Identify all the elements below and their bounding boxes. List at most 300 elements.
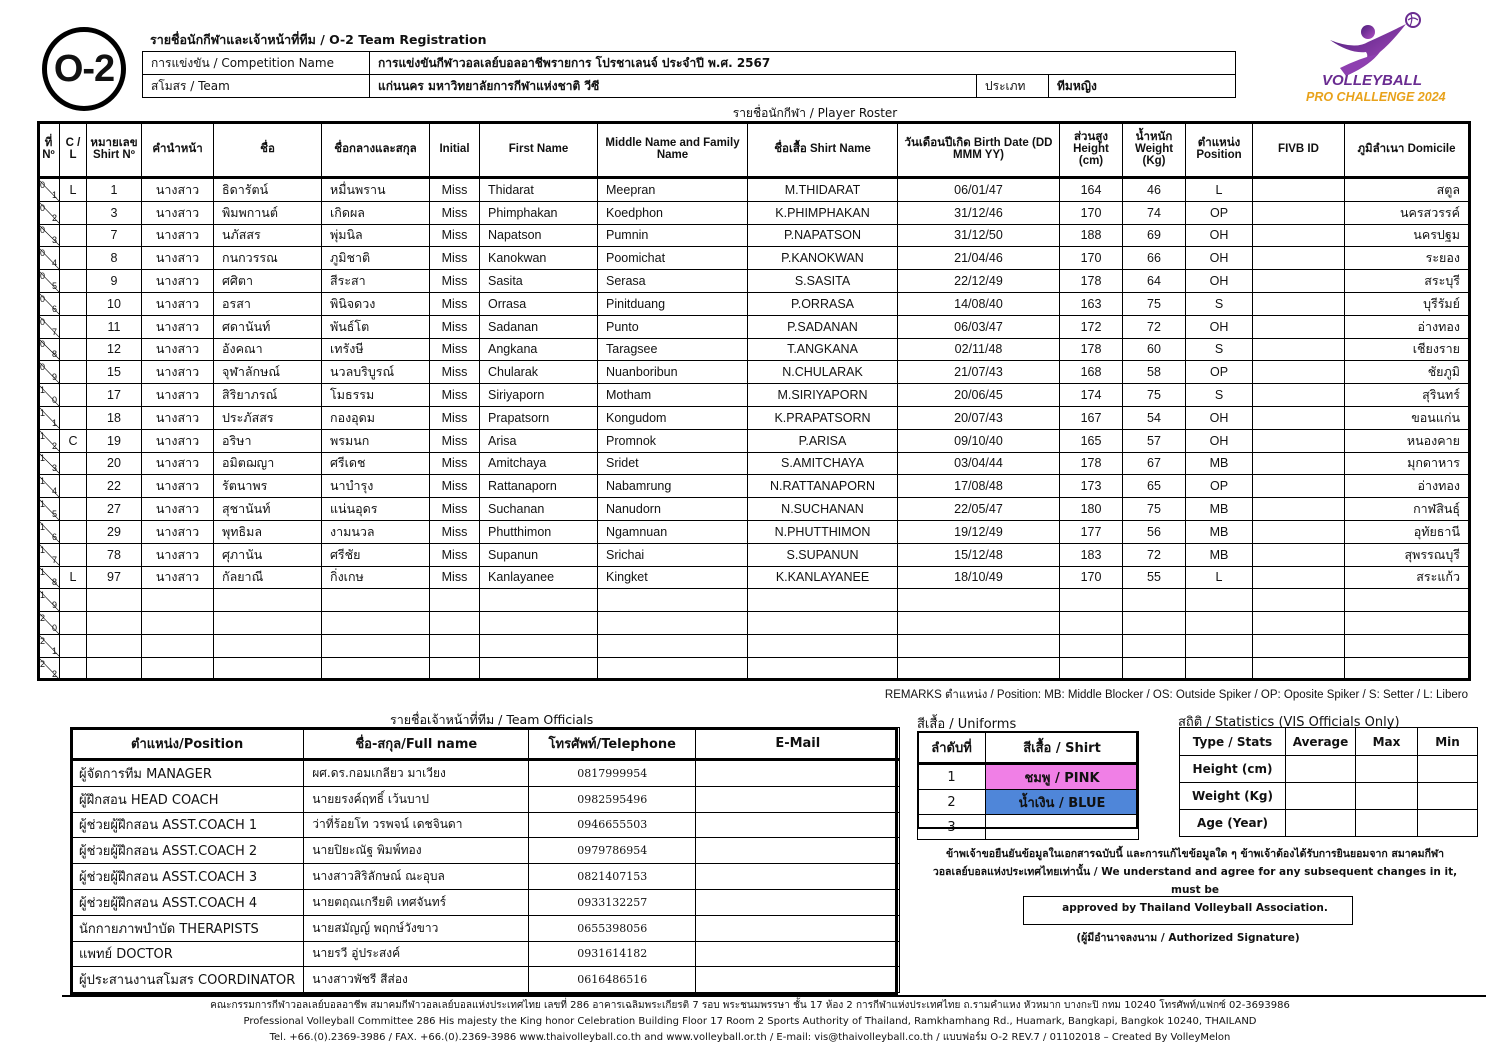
logo-text-line1: VOLLEYBALL [1322, 72, 1422, 89]
first-name-cell: Prapatsorn [480, 406, 598, 429]
row-number-tens: 2 [40, 658, 46, 669]
height-cell [1060, 657, 1123, 680]
shirt-number-cell: 12 [87, 338, 142, 361]
initial-cell [430, 589, 480, 612]
position-cell [1186, 589, 1253, 612]
weight-cell: 72 [1123, 315, 1186, 338]
official-name-cell: นางสาวสิริลักษณ์ ณะอุบล [304, 864, 529, 890]
birth-date-cell [898, 657, 1060, 680]
title-cell: นางสาว [142, 178, 214, 202]
footer-divider [62, 995, 1486, 997]
signature-box[interactable] [1023, 896, 1353, 925]
height-cell: 177 [1060, 520, 1123, 543]
family-name-cell: Pinitduang [598, 292, 748, 315]
captain-libero-cell [60, 452, 87, 475]
uniforms-caption: สีเสื้อ / Uniforms [917, 717, 1017, 732]
family-name-cell: Koedphon [598, 201, 748, 224]
surname-cell: กิ่งเกษ [322, 566, 430, 589]
official-email-cell [696, 838, 900, 864]
title-cell: นางสาว [142, 224, 214, 247]
first-name-cell: Rattanaporn [480, 475, 598, 498]
official-phone-cell: 0931614182 [529, 941, 696, 967]
row-number-tens: 0 [40, 362, 46, 373]
title-cell: นางสาว [142, 270, 214, 293]
captain-libero-cell [60, 475, 87, 498]
height-cell: 168 [1060, 361, 1123, 384]
birth-date-cell: 21/07/43 [898, 361, 1060, 384]
shirt-name-cell: N.SUCHANAN [748, 498, 898, 521]
official-row [71, 915, 900, 941]
fivb-id-cell [1253, 429, 1345, 452]
official-row [71, 786, 900, 812]
form-title: รายชื่อนักกีฬาและเจ้าหน้าที่ทีม / O-2 Team Registration [150, 32, 487, 47]
shirt-name-cell: P.KANOKWAN [748, 247, 898, 270]
initial-cell: Miss [430, 543, 480, 566]
fivb-id-cell [1253, 384, 1345, 407]
surname-cell: ภูมิชาติ [322, 247, 430, 270]
uniform-row [918, 815, 1139, 840]
captain-libero-cell [60, 315, 87, 338]
official-email-cell [696, 786, 900, 812]
family-name-cell: Punto [598, 315, 748, 338]
first-name-cell: Thidarat [480, 178, 598, 202]
position-cell: MB [1186, 452, 1253, 475]
row-number-units: 6 [51, 303, 57, 314]
position-cell: L [1186, 566, 1253, 589]
family-name-cell: Kingket [598, 566, 748, 589]
family-name-cell: Poomichat [598, 247, 748, 270]
first-name-cell: Phimphakan [480, 201, 598, 224]
uniform-order-cell: 1 [918, 764, 986, 790]
position-cell: OH [1186, 270, 1253, 293]
domicile-cell [1345, 589, 1469, 612]
shirt-name-cell: N.PHUTTHIMON [748, 520, 898, 543]
competition-value: การแข่งขันกีฬาวอลเลย์บอลอาชีพรายการ โปรชาเลนจ์ ประจำปี พ.ศ. 2567 [370, 52, 1236, 75]
surname-cell: งามนวล [322, 520, 430, 543]
surname-cell: กองอุดม [322, 406, 430, 429]
birth-date-cell: 31/12/50 [898, 224, 1060, 247]
row-number-tens: 1 [40, 544, 46, 555]
title-cell: นางสาว [142, 475, 214, 498]
fivb-id-cell [1253, 589, 1345, 612]
captain-libero-cell [60, 589, 87, 612]
row-number-units: 1 [51, 189, 57, 200]
family-name-cell: Nuanboribun [598, 361, 748, 384]
shirt-number-cell: 1 [87, 178, 142, 202]
name-cell: ศุภานัน [214, 543, 322, 566]
position-cell: OP [1186, 475, 1253, 498]
roster-row [38, 201, 1469, 224]
name-cell: นภัสสร [214, 224, 322, 247]
row-number [38, 475, 60, 498]
row-number-units: 4 [51, 258, 57, 269]
row-number-tens: 1 [40, 453, 46, 464]
fivb-id-cell [1253, 612, 1345, 635]
official-email-cell [696, 889, 900, 915]
initial-cell: Miss [430, 247, 480, 270]
family-name-cell: Nabamrung [598, 475, 748, 498]
fivb-id-cell [1253, 475, 1345, 498]
position-cell: OP [1186, 201, 1253, 224]
row-number [38, 657, 60, 680]
meta-table [142, 51, 1236, 98]
shirt-name-cell: P.ARISA [748, 429, 898, 452]
family-name-cell [598, 612, 748, 635]
row-number [38, 224, 60, 247]
col-birth-date: วันเดือนปีเกิด Birth Date (DD MMM YY) [898, 122, 1060, 178]
col-position: ตำแหน่ง Position [1186, 122, 1253, 178]
captain-libero-cell [60, 247, 87, 270]
uniforms-header-row [918, 732, 1139, 764]
row-number [38, 361, 60, 384]
stats-header-row [1180, 728, 1478, 756]
initial-cell: Miss [430, 224, 480, 247]
weight-cell: 64 [1123, 270, 1186, 293]
uniform-color-swatch: ชมพู / PINK [986, 764, 1139, 790]
birth-date-cell: 31/12/46 [898, 201, 1060, 224]
row-number-units: 2 [51, 440, 57, 451]
officials-col-name: ชื่อ-สกุล/Full name [304, 728, 529, 760]
height-cell: 174 [1060, 384, 1123, 407]
shirt-name-cell: N.RATTANAPORN [748, 475, 898, 498]
row-number [38, 292, 60, 315]
player-roster-table [37, 121, 1469, 681]
shirt-number-cell: 9 [87, 270, 142, 293]
roster-row [38, 292, 1469, 315]
title-cell [142, 589, 214, 612]
domicile-cell [1345, 612, 1469, 635]
first-name-cell [480, 634, 598, 657]
footer-line-contact: Tel. +66.(0).2369-3986 / FAX. +66.(0).2369-3986 www.thaivolleyball.co.th and www.volleyball.or.th / E-mail: vis@thaivolleyball.co.th / แบบฟอร์ม O-2 REV.7 / 01102018 – Created By VolleyMelon [269, 1032, 1231, 1043]
row-number [38, 384, 60, 407]
row-number [38, 566, 60, 589]
height-cell: 172 [1060, 315, 1123, 338]
official-position-cell: ผู้ประสานงานสโมสร COORDINATOR [71, 967, 304, 993]
col-height: ส่วนสูง Height (cm) [1060, 122, 1123, 178]
row-number-units: 1 [51, 417, 57, 428]
row-number [38, 201, 60, 224]
fivb-id-cell [1253, 247, 1345, 270]
stats-type-cell: Age (Year) [1180, 810, 1286, 837]
row-number-tens: 0 [40, 225, 46, 236]
weight-cell: 67 [1123, 452, 1186, 475]
shirt-name-cell: K.KANLAYANEE [748, 566, 898, 589]
height-cell [1060, 634, 1123, 657]
captain-libero-cell [60, 201, 87, 224]
row-number [38, 452, 60, 475]
row-number-tens: 1 [40, 476, 46, 487]
shirt-name-cell: S.SASITA [748, 270, 898, 293]
shirt-number-cell: 20 [87, 452, 142, 475]
domicile-cell: ระยอง [1345, 247, 1469, 270]
shirt-name-cell [748, 589, 898, 612]
competition-label: การแข่งขัน / Competition Name [143, 52, 370, 75]
fivb-id-cell [1253, 566, 1345, 589]
name-cell: ศดานันท์ [214, 315, 322, 338]
stats-col-type: Type / Stats [1180, 728, 1286, 756]
name-cell: พิมพกานต์ [214, 201, 322, 224]
officials-caption: รายชื่อเจ้าหน้าที่ทีม / Team Officials [390, 712, 594, 727]
surname-cell: เทรังษี [322, 338, 430, 361]
weight-cell: 60 [1123, 338, 1186, 361]
official-phone-cell: 0946655503 [529, 812, 696, 838]
name-cell: ธิดารัตน์ [214, 178, 322, 202]
footer-line-thai: คณะกรรมการกีฬาวอลเลย์บอลอาชีพ สมาคมกีฬาวอลเลย์บอลแห่งประเทศไทย เลขที่ 286 อาคารเฉลิมพระเกียรติ 7 รอบ พระชนมพรรษา ชั้น 17 ห้อง 2 การกีฬาแห่งประเทศไทย ถ.รามคำแหง หัวหมาก บางกะปิ กทม 10240 โทรศัพท์/แฟกซ์ 02-3693986 [210, 1000, 1290, 1011]
stats-average-cell [1286, 756, 1356, 783]
birth-date-cell: 17/08/48 [898, 475, 1060, 498]
roster-row [38, 224, 1469, 247]
birth-date-cell [898, 589, 1060, 612]
domicile-cell: สตูล [1345, 178, 1469, 202]
official-phone-cell: 0982595496 [529, 786, 696, 812]
stats-caption: สถิติ / Statistics (VIS Officials Only) [1178, 715, 1400, 730]
initial-cell: Miss [430, 384, 480, 407]
surname-cell: หมื่นพราน [322, 178, 430, 202]
title-cell: นางสาว [142, 429, 214, 452]
first-name-cell: Napatson [480, 224, 598, 247]
family-name-cell: Meepran [598, 178, 748, 202]
captain-libero-cell [60, 406, 87, 429]
row-number-tens: 1 [40, 567, 46, 578]
surname-cell: ศรีเดช [322, 452, 430, 475]
initial-cell: Miss [430, 520, 480, 543]
footer [0, 998, 1500, 1046]
row-number [38, 315, 60, 338]
official-email-cell [696, 812, 900, 838]
captain-libero-cell [60, 224, 87, 247]
stats-col-average: Average [1286, 728, 1356, 756]
uniform-order-cell: 2 [918, 790, 986, 815]
shirt-number-cell: 10 [87, 292, 142, 315]
height-cell: 165 [1060, 429, 1123, 452]
row-number-units: 2 [51, 212, 57, 223]
height-cell: 170 [1060, 201, 1123, 224]
shirt-number-cell: 27 [87, 498, 142, 521]
fivb-id-cell [1253, 201, 1345, 224]
col-domicile: ภูมิลำเนา Domicile [1345, 122, 1469, 178]
height-cell: 170 [1060, 566, 1123, 589]
position-cell: OH [1186, 224, 1253, 247]
initial-cell: Miss [430, 498, 480, 521]
surname-cell: นาบำรุง [322, 475, 430, 498]
shirt-number-cell: 17 [87, 384, 142, 407]
statistics-table [1179, 727, 1478, 837]
weight-cell [1123, 634, 1186, 657]
official-row [71, 760, 900, 787]
weight-cell: 65 [1123, 475, 1186, 498]
official-phone-cell: 0817999954 [529, 760, 696, 787]
shirt-name-cell: P.NAPATSON [748, 224, 898, 247]
fivb-id-cell [1253, 657, 1345, 680]
row-number-tens: 1 [40, 385, 46, 396]
stats-col-max: Max [1356, 728, 1418, 756]
row-number-tens: 1 [40, 407, 46, 418]
height-cell: 178 [1060, 270, 1123, 293]
surname-cell [322, 634, 430, 657]
row-number [38, 589, 60, 612]
first-name-cell: Orrasa [480, 292, 598, 315]
row-number-tens: 1 [40, 521, 46, 532]
fivb-id-cell [1253, 178, 1345, 202]
uniforms-col-order: ลำดับที่ [918, 732, 986, 764]
row-number [38, 338, 60, 361]
official-position-cell: ผู้ช่วยผู้ฝึกสอน ASST.COACH 1 [71, 812, 304, 838]
fivb-id-cell [1253, 338, 1345, 361]
row-number-units: 5 [51, 281, 57, 292]
title-cell: นางสาว [142, 520, 214, 543]
shirt-number-cell: 78 [87, 543, 142, 566]
first-name-cell: Phutthimon [480, 520, 598, 543]
official-row [71, 967, 900, 993]
title-cell: นางสาว [142, 315, 214, 338]
birth-date-cell: 06/01/47 [898, 178, 1060, 202]
family-name-cell [598, 657, 748, 680]
row-number [38, 543, 60, 566]
initial-cell: Miss [430, 338, 480, 361]
first-name-cell: Siriyaporn [480, 384, 598, 407]
row-number-units: 6 [51, 531, 57, 542]
shirt-number-cell: 19 [87, 429, 142, 452]
position-cell [1186, 612, 1253, 635]
agreement-line: ข้าพเจ้าขอยืนยันข้อมูลในเอกสารฉบับนี้ และการแก้ไขข้อมูลใด ๆ ข้าพเจ้าต้องได้รับการยินยอมจาก สมาคมกีฬา [945, 848, 1445, 860]
initial-cell [430, 634, 480, 657]
roster-row [38, 178, 1469, 202]
position-cell: MB [1186, 543, 1253, 566]
officials-col-email: E-Mail [696, 728, 900, 760]
captain-libero-cell [60, 520, 87, 543]
birth-date-cell: 21/04/46 [898, 247, 1060, 270]
official-email-cell [696, 760, 900, 787]
roster-row [38, 429, 1469, 452]
initial-cell: Miss [430, 452, 480, 475]
title-cell: นางสาว [142, 338, 214, 361]
surname-cell [322, 657, 430, 680]
row-number-units: 7 [51, 326, 57, 337]
first-name-cell [480, 657, 598, 680]
row-number [38, 429, 60, 452]
official-row [71, 838, 900, 864]
weight-cell: 55 [1123, 566, 1186, 589]
col-first-name: First Name [480, 122, 598, 178]
stats-average-cell [1286, 783, 1356, 810]
captain-libero-cell [60, 657, 87, 680]
position-remarks: REMARKS ตำแหน่ง / Position: MB: Middle Blocker / OS: Outside Spiker / OP: Oposite Spiker / S: Setter / L: Libero [884, 689, 1468, 701]
initial-cell: Miss [430, 475, 480, 498]
row-number-units: 4 [51, 486, 57, 497]
shirt-name-cell: M.THIDARAT [748, 178, 898, 202]
name-cell: สุชานันท์ [214, 498, 322, 521]
fivb-id-cell [1253, 224, 1345, 247]
shirt-name-cell: P.ORRASA [748, 292, 898, 315]
row-number-tens: 0 [40, 271, 46, 282]
row-number-units: 3 [51, 235, 57, 246]
initial-cell: Miss [430, 361, 480, 384]
birth-date-cell: 20/06/45 [898, 384, 1060, 407]
initial-cell: Miss [430, 406, 480, 429]
official-email-cell [696, 864, 900, 890]
shirt-number-cell: 29 [87, 520, 142, 543]
row-number-units: 7 [51, 554, 57, 565]
family-name-cell: Motham [598, 384, 748, 407]
domicile-cell: อ่างทอง [1345, 315, 1469, 338]
weight-cell: 58 [1123, 361, 1186, 384]
birth-date-cell [898, 612, 1060, 635]
position-cell [1186, 657, 1253, 680]
captain-libero-cell [60, 361, 87, 384]
official-position-cell: ผู้จัดการทีม MANAGER [71, 760, 304, 787]
row-number-units: 8 [51, 577, 57, 588]
height-cell: 167 [1060, 406, 1123, 429]
uniforms-col-shirt: สีเสื้อ / Shirt [986, 732, 1139, 764]
name-cell: อมิตฌญา [214, 452, 322, 475]
first-name-cell: Kanokwan [480, 247, 598, 270]
surname-cell: พินิจดวง [322, 292, 430, 315]
birth-date-cell: 09/10/40 [898, 429, 1060, 452]
birth-date-cell: 19/12/49 [898, 520, 1060, 543]
name-cell [214, 634, 322, 657]
official-row [71, 889, 900, 915]
surname-cell: นวลบริบูรณ์ [322, 361, 430, 384]
weight-cell: 66 [1123, 247, 1186, 270]
name-cell: กนกวรรณ [214, 247, 322, 270]
name-cell: รัตนาพร [214, 475, 322, 498]
shirt-name-cell: K.PRAPATSORN [748, 406, 898, 429]
height-cell: 188 [1060, 224, 1123, 247]
row-number [38, 247, 60, 270]
row-number-tens: 0 [40, 179, 46, 190]
roster-row [38, 315, 1469, 338]
row-number-units: 3 [51, 463, 57, 474]
domicile-cell: อุทัยธานี [1345, 520, 1469, 543]
initial-cell: Miss [430, 178, 480, 202]
roster-row [38, 543, 1469, 566]
name-cell: จุฬาลักษณ์ [214, 361, 322, 384]
first-name-cell: Sadanan [480, 315, 598, 338]
uniform-row [918, 790, 1139, 815]
birth-date-cell: 14/08/40 [898, 292, 1060, 315]
official-name-cell: นางสาวพัชรี สีส่อง [304, 967, 529, 993]
row-number-units: 8 [51, 349, 57, 360]
stats-row [1180, 810, 1478, 837]
captain-libero-cell: L [60, 178, 87, 202]
col-surname: ชื่อกลางและสกุล [322, 122, 430, 178]
official-row [71, 864, 900, 890]
stats-row [1180, 756, 1478, 783]
position-cell: MB [1186, 498, 1253, 521]
position-cell: OH [1186, 247, 1253, 270]
official-name-cell: ผศ.ดร.กอมเกลียว มาเวียง [304, 760, 529, 787]
weight-cell: 74 [1123, 201, 1186, 224]
position-cell: OH [1186, 315, 1253, 338]
family-name-cell [598, 589, 748, 612]
height-cell: 164 [1060, 178, 1123, 202]
position-cell: MB [1186, 520, 1253, 543]
row-number-units: 9 [51, 372, 57, 383]
row-number-tens: 0 [40, 339, 46, 350]
family-name-cell [598, 634, 748, 657]
col-fivb-id: FIVB ID [1253, 122, 1345, 178]
shirt-number-cell [87, 657, 142, 680]
weight-cell: 75 [1123, 384, 1186, 407]
shirt-number-cell: 8 [87, 247, 142, 270]
stats-col-min: Min [1418, 728, 1478, 756]
agreement-line: วอลเลย์บอลแห่งประเทศไทยเท่านั้น / We understand and agree for any subsequent changes in it, must be [932, 866, 1458, 896]
volleyball-pro-challenge-logo [1300, 10, 1460, 110]
height-cell: 170 [1060, 247, 1123, 270]
fivb-id-cell [1253, 452, 1345, 475]
officials-col-phone: โทรศัพท์/Telephone [529, 728, 696, 760]
title-cell [142, 634, 214, 657]
